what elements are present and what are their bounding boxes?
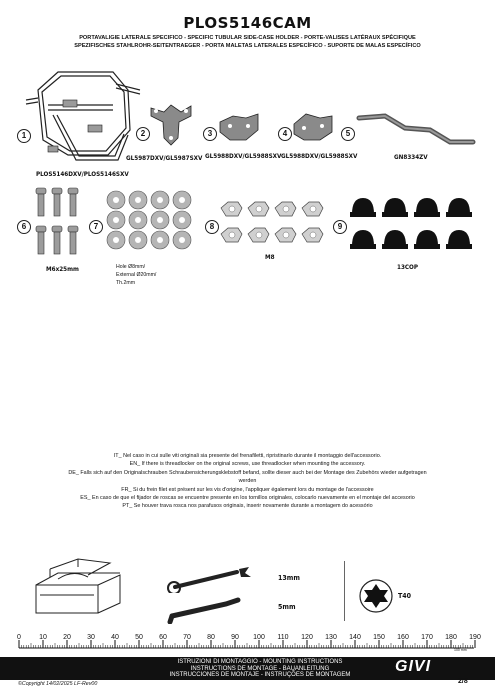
torx-icon [358, 578, 394, 614]
note-it: IT_ Nel caso in cui sulle viti originali sia presente del frenafiletti, ripristinarlo durante il montaggio dell'accessorio. [113, 453, 382, 459]
part-number-6: 6 [17, 220, 31, 234]
footer-line-3: INSTRUCCIONES DE MONTAJE - INSTRUÇÕES DE MONTAGEM [169, 672, 351, 678]
page-number: 2/8 [458, 678, 468, 685]
part-code-5: GN8334ZV [394, 154, 428, 161]
plate-gl5988-a [218, 112, 260, 144]
ruler-label: 120 [301, 634, 313, 641]
ruler-label: 60 [159, 634, 167, 641]
note-de-cont: werden [238, 478, 257, 485]
note-es: ES_ En caso de que el fijador de roscas se encuentre presente en los tornillos originales, colocarlo nuevamente en el montaje del accesorio [80, 495, 415, 502]
part-code-4: GL5988DXV/GL5988SXV [281, 153, 358, 160]
ruler-label: 90 [231, 634, 239, 641]
tool-divider [344, 561, 345, 621]
ruler-labels [14, 628, 484, 640]
part-number-1: 1 [17, 129, 31, 143]
ruler-label: 70 [183, 634, 191, 641]
part-code-1: PLOS5146DXV/PLOS5146SXV [36, 171, 129, 178]
ruler-label: 50 [135, 634, 143, 641]
ruler-label: 130 [325, 634, 337, 641]
ruler-label: 110 [277, 634, 289, 641]
part-number-8: 8 [205, 220, 219, 234]
note-fr: FR_ Si du frein filet est présent sur les vis d'origine, l'appliquer également lors du montage de l'accessoire [121, 486, 374, 493]
rod-gn8334 [355, 108, 480, 156]
ruler-label: 0 [17, 634, 21, 641]
subtitle-line-2: SPEZIFISCHES STAHLROHR-SEITENTRAEGER - PORTA MALETAS LATERALES ESPECÍFICO - SUPORTE DE MALAS ESPECÍFICO [74, 43, 421, 49]
nuts-m8 [218, 200, 328, 252]
part-code-3: GL5988DXV/GL5988SXV [205, 153, 282, 160]
subtitle-line-1: PORTAVALIGIE LATERALE SPECIFICO - SPECIFIC TUBULAR SIDE-CASE HOLDER - PORTE-VALISES LATÉRAUX SPÉCIFIQUE [79, 35, 416, 41]
footer-instructions [150, 659, 370, 679]
washer-note-3: Th.2mm [116, 280, 136, 286]
torx-size: T40 [398, 592, 412, 600]
washer-note-2: External Ø20mm/ [116, 272, 157, 278]
ruler-label: 10 [39, 634, 47, 641]
allen-size: 5mm [278, 603, 296, 611]
allen-key-icon [166, 596, 246, 624]
check-screw-length-label: CHECK THE SCREW LENGTH HERE [18, 652, 131, 659]
page-title: PLOS5146CAM [183, 14, 312, 32]
bracket-gl5987 [146, 100, 196, 150]
wrench-icon [165, 567, 255, 593]
givi-logo: GIVI [395, 658, 432, 675]
part-number-3: 3 [203, 127, 217, 141]
ruler-label: 190 [469, 634, 481, 641]
ruler-label: 30 [87, 634, 95, 641]
ruler-label: 100 [253, 634, 265, 641]
footer-line-1: ISTRUZIONI DI MONTAGGIO - MOUNTING INSTRUCTIONS [177, 659, 343, 665]
note-pt: PT_ Se houver trava rosca nos parafusos originais, inserir novamente durante a montagem do acessório [122, 503, 373, 510]
washers [104, 188, 204, 260]
part-code-8: M8 [265, 254, 275, 261]
ruler-label: 180 [445, 634, 457, 641]
washer-note-1: Hole Ø8mm/ [116, 264, 146, 270]
note-de: DE_ Falls sich auf den Originalschrauben Schraubensicherungsklebstoff befand, sollte dieser auch bei der Montage des Zubehörs wieder aufgetragen [68, 469, 427, 476]
footer-line-2: INSTRUCTIONS DE MONTAGE - BAUANLEITUNG [190, 665, 330, 672]
ruler-label: 140 [349, 634, 361, 641]
screws-m6x25 [32, 186, 90, 266]
part-number-4: 4 [278, 127, 292, 141]
toolbox-icon [28, 555, 128, 620]
part-number-2: 2 [136, 127, 150, 141]
threadlocker-notes [40, 452, 455, 511]
part-code-2: GL5987DXV/GL5987SXV [126, 155, 203, 162]
ruler-label: 150 [373, 634, 385, 641]
note-en: EN_ If there is threadlocker on the original screws, use threadlocker when mounting the accessory. [129, 461, 366, 468]
ruler-small-label: 100 mm [454, 648, 467, 652]
part-number-9: 9 [333, 220, 347, 234]
part-code-6: M6x25mm [46, 266, 79, 273]
caps-13cop [348, 194, 478, 256]
plate-gl5988-b [292, 112, 334, 144]
ruler-label: 160 [397, 634, 409, 641]
ruler-label: 20 [63, 634, 71, 641]
part-number-5: 5 [341, 127, 355, 141]
ruler-label: 40 [111, 634, 119, 641]
ruler-label: 170 [421, 634, 433, 641]
part-code-9: 13COP [397, 264, 419, 271]
wrench-size: 13mm [278, 574, 300, 582]
part-number-7: 7 [89, 220, 103, 234]
ruler-label: 80 [207, 634, 215, 641]
copyright: ©Copyright 14/02/2025 LF-Rev00 [18, 681, 98, 687]
